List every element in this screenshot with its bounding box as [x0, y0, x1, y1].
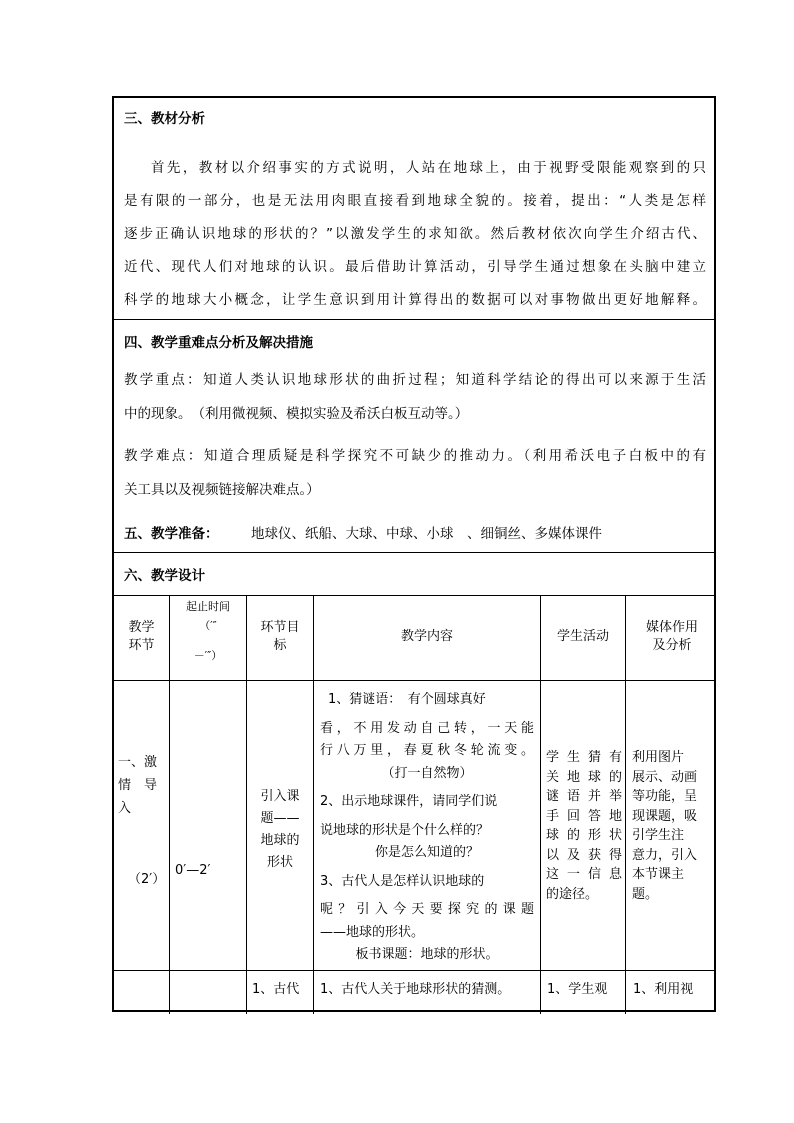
- header-text: 环节: [128, 638, 155, 653]
- header-start-end-time: [170, 600, 246, 663]
- row2-goal: 1、古代: [252, 982, 300, 997]
- content-line: 1、猜谜语： 有个圆球真好: [328, 692, 486, 707]
- media-line: 展示、动画: [632, 769, 698, 785]
- section3-heading: 三、教材分析: [124, 111, 205, 127]
- table-col-divider: [540, 595, 541, 1014]
- goal-text: 引入课: [260, 789, 300, 804]
- media-line: 题。: [632, 886, 659, 902]
- activity-line: 谜语并举: [546, 789, 622, 804]
- activity-line: 以及获得: [546, 847, 622, 863]
- table-col-divider: [625, 595, 626, 1014]
- difficulty-line: 关工具以及视频链接解决难点。）: [124, 482, 320, 498]
- row1-time: 0′—2′: [175, 863, 211, 878]
- header-text: 标: [273, 638, 287, 653]
- table-col-divider: [313, 595, 314, 1014]
- teaching-key-points: [124, 372, 706, 440]
- difficulty-line: 教学难点：知道合理质疑是科学探究不可缺少的推动力。（利用希沃电子白板中的有: [124, 448, 706, 464]
- row1-stage-time: （2′）: [128, 872, 166, 887]
- content-line: 板书课题：地球的形状。: [355, 947, 499, 962]
- media-line: 本节课主: [632, 867, 685, 882]
- media-line: 等功能，呈: [632, 789, 698, 804]
- header-text: －′″）: [193, 649, 223, 662]
- key-line: 中的现象。 （利用微视频、模拟实验及希沃白板互动等。）: [124, 406, 469, 422]
- teaching-materials: 地球仪、纸船、大球、中球、小球 、细铜丝、多媒体课件: [251, 526, 602, 542]
- stage-text: 情 导: [118, 778, 158, 793]
- content-line: ——地球的形状。: [320, 924, 425, 940]
- row2-content: 1、古代人关于地球形状的猜测。: [320, 982, 511, 997]
- goal-text: 地球的: [260, 833, 300, 848]
- section6-heading: 六、教学设计: [124, 568, 205, 584]
- activity-line: 关地球的: [546, 769, 622, 785]
- row1-content: [320, 689, 534, 967]
- row1-student-activity: [546, 748, 622, 904]
- content-line: 3、古代人是怎样认识地球的: [320, 873, 485, 889]
- goal-text: 题——: [260, 811, 300, 826]
- section3-line: 近代、现代人们对地球的认识。最后借助计算活动，引导学生通过想象在头脑中建立: [124, 259, 706, 275]
- row1-goal: [247, 786, 313, 874]
- header-text: 起止时间: [186, 600, 230, 613]
- header-stage-goal: [247, 619, 313, 655]
- section5-heading: 五、教学准备：: [124, 526, 219, 542]
- teaching-difficulties: [124, 448, 706, 516]
- media-line: 引学生注: [632, 828, 685, 843]
- section3-line: 是有限的一部分，也是无法用肉眼直接看到地球全貌的。接着，提出：“人类是怎样: [124, 193, 706, 209]
- row2-student-activity: 1、学生观: [547, 982, 608, 997]
- section4-heading: 四、教学重难点分析及解决措施: [124, 335, 313, 351]
- activity-line: 手回答地: [546, 808, 622, 824]
- header-teaching-stage: [114, 619, 169, 655]
- content-line: （打一自然物）: [381, 765, 473, 781]
- activity-line: 球的形状: [546, 828, 622, 843]
- header-text: 环节目: [260, 620, 300, 635]
- key-line: 教学重点：知道人类认识地球形状的曲折过程；知道科学结论的得出可以来源于生活: [124, 372, 706, 388]
- row2-media-analysis: 1、利用视: [633, 982, 694, 997]
- section3-paragraph: [124, 160, 706, 325]
- header-text: （′″: [199, 619, 217, 632]
- section3-line: 科学的地球大小概念，让学生意识到用计算得出的数据可以对事物做出更好地解释。: [124, 292, 706, 308]
- stage-text: 一、激: [118, 755, 158, 770]
- activity-line: 这一信息: [546, 867, 622, 882]
- content-line: 看，不用发动自己转，一天能: [320, 720, 534, 736]
- lesson-plan-table: [112, 96, 716, 1012]
- content-line: 2、出示地球课件，请同学们说: [320, 794, 498, 809]
- header-text: 媒体作用: [645, 620, 698, 635]
- content-line: 呢？引入今天要探究的课题: [320, 902, 534, 917]
- activity-line: 的途径。: [546, 886, 599, 902]
- header-student-activity: 学生活动: [556, 629, 609, 644]
- media-line: 意力，引入: [632, 847, 698, 863]
- divider: [114, 319, 714, 320]
- table-row-divider: [114, 680, 714, 681]
- section3-line: 首先，教材以介绍事实的方式说明，人站在地球上，由于视野受限能观察到的只: [151, 160, 706, 176]
- activity-line: 学生猜有: [546, 750, 622, 765]
- content-line: 你是怎么知道的？: [374, 845, 479, 860]
- media-line: 利用图片: [632, 750, 685, 765]
- content-line: 说地球的形状是个什么样的？: [320, 822, 490, 838]
- header-media-analysis: [626, 619, 718, 655]
- divider: [114, 552, 714, 553]
- media-line: 现课题，吸: [632, 808, 698, 824]
- stage-text: 入: [118, 801, 132, 816]
- row1-stage: [118, 751, 166, 820]
- header-text: 教学: [128, 620, 155, 635]
- row1-media-analysis: [632, 748, 714, 904]
- section3-line: 逐步正确认识地球的形状的？”以激发学生的求知欲。然后教材依次向学生介绍古代、: [124, 226, 706, 242]
- header-text: 及分析: [652, 638, 692, 653]
- goal-text: 形状: [266, 855, 293, 870]
- divider: [114, 595, 714, 596]
- header-teaching-content: 教学内容: [400, 629, 453, 644]
- content-line: 行八万里，春夏秋冬轮流变。: [320, 743, 534, 758]
- table-row-divider: [114, 970, 714, 971]
